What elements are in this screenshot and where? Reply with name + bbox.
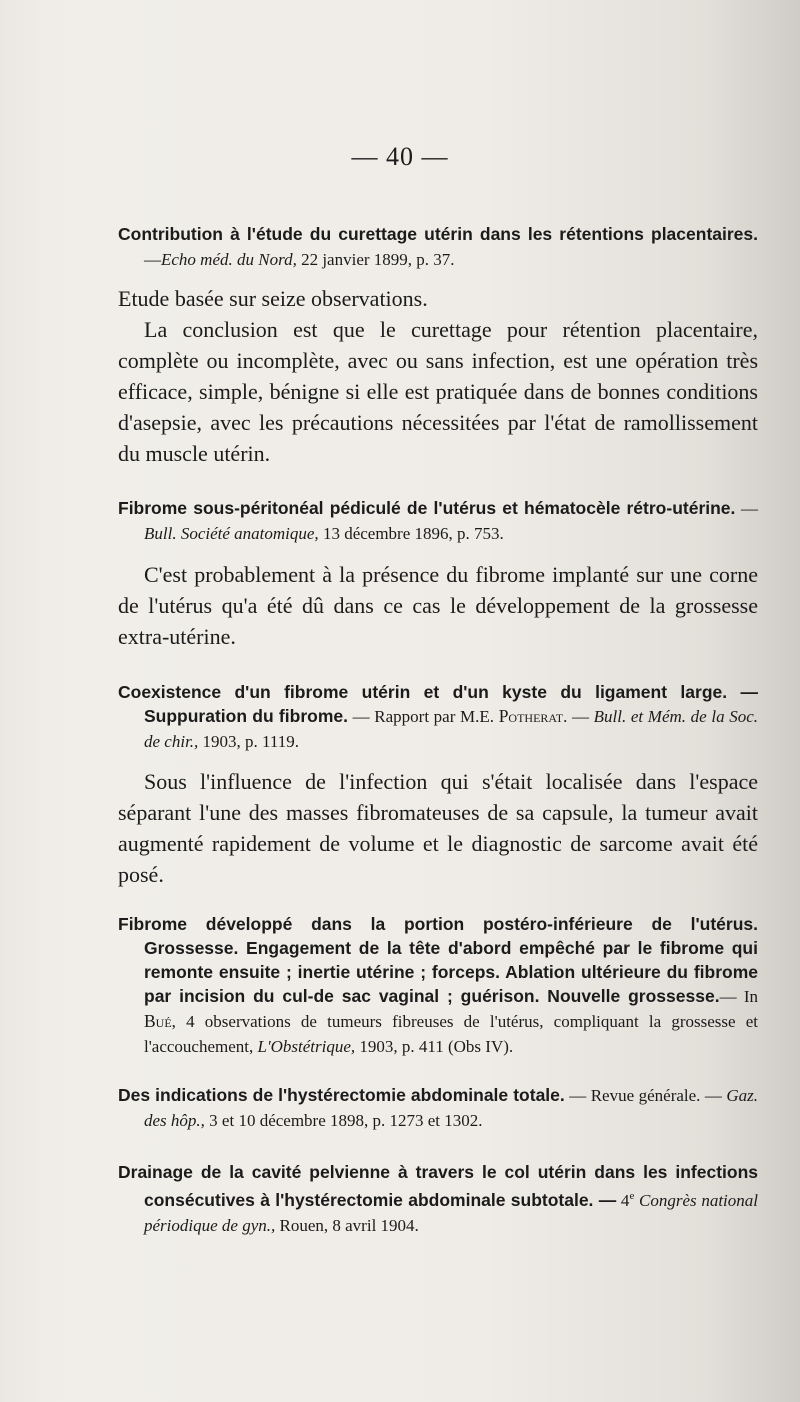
entry-title-text: Des indications de l'hystérectomie abdominale totale. <box>118 1085 565 1105</box>
entry-title-text: Drainage de la cavité pelvienne à travers le col utérin dans les infections consécutives à l'hystérectomie abdominale subtotale. — <box>118 1162 758 1210</box>
entry-summary: La conclusion est que le curettage pour rétention placentaire, complète ou incomplète, avec ou sans infection, est une opération très efficace, simple, bénigne si elle est pratiquée dans de bonnes conditions d'asepsie, avec les précautions nécessitées par l'état de ramollissement du muscle utérin. <box>118 317 758 466</box>
entry-summary: C'est probablement à la présence du fibrome implanté sur une corne de l'utérus qu'a été dû dans ce cas le développement de la grossesse extra-utérine. <box>118 562 758 649</box>
entry-ref-mid: , 4 observations de tumeurs fibreuses de l'utérus, compliquant la grossesse et l'accouchement, <box>144 1012 758 1056</box>
entry-source: Congrès national périodique de gyn., <box>144 1190 758 1235</box>
entry-title-text: Fibrome sous-péritonéal pédiculé de l'utérus et hématocèle rétro-utérine. <box>118 498 736 518</box>
entry-ref-dash: — <box>735 499 758 518</box>
entry-title <box>118 222 758 272</box>
entry-title <box>118 680 758 754</box>
entry-title-text: Contribution à l'étude du curettage utérin dans les rétentions placentaires. <box>118 224 758 244</box>
entry-source: Gaz. des hôp., <box>144 1086 759 1130</box>
entry-ref: 3 et 10 décembre 1898, p. 1273 et 1302. <box>204 1111 483 1130</box>
entry-ref: 1903, p. 1119. <box>198 732 300 751</box>
entry-ref: 1903, p. 411 (Obs IV). <box>355 1037 514 1056</box>
entry-summary: Sous l'influence de l'infection qui s'était localisée dans l'espace séparant l'une des masses fibromateuses de sa capsule, la tumeur avait augmenté rapidement de volume et le diagnostic de sarcome avait été posé. <box>118 769 758 887</box>
entry-source: L'Obstétrique, <box>257 1037 356 1056</box>
entry-ref-superscript: e <box>629 1190 635 1202</box>
bibliography-entry <box>118 1160 758 1238</box>
entry-ref: 13 décembre 1896, p. 753. <box>318 524 504 543</box>
entry-ref-prefix: — In <box>719 987 758 1006</box>
entry-source: Bull. et Mém. de la Soc. de chir., <box>144 707 759 751</box>
bibliography-entry <box>118 1083 758 1133</box>
entry-title <box>118 1083 758 1133</box>
entry-ref-prefix: — Revue générale. — <box>564 1086 727 1105</box>
bibliography-entry <box>118 680 758 890</box>
entry-ref: 22 janvier 1899, p. 37. <box>296 250 455 269</box>
entry-ref-prefix: — Rapport par M.E. <box>347 707 499 726</box>
entry-author: Bué <box>144 1011 172 1031</box>
entry-source: Bull. Société anatomique, <box>144 524 319 543</box>
entry-ref-prefix: 4 <box>616 1190 630 1210</box>
bibliography-entry <box>118 912 758 1059</box>
entry-author: Potherat <box>498 706 564 726</box>
entry-title-text: Coexistence d'un fibrome utérin et d'un kyste du ligament large. — Suppuration du fibrome. <box>118 682 758 726</box>
entry-summary: Etude basée sur seize observations. <box>118 286 428 311</box>
entry-ref: Rouen, 8 avril 1904. <box>275 1215 419 1235</box>
entry-title-text: Fibrome développé dans la portion postéro-inférieure de l'utérus. Grossesse. Engagement de la tête d'abord empêché par le fibrome qui remonte ensuite ; inertie utérine ; forceps. Ablation ultérieure du fibrome par incision du cul-de sac vaginal ; guérison. Nouvelle grossesse. <box>118 914 758 1006</box>
bibliography-entry <box>118 496 758 652</box>
entry-ref-mid: . — <box>563 707 594 726</box>
page-number: — 40 — <box>351 142 449 171</box>
entry-ref-dash: — <box>144 250 161 269</box>
entry-source: Echo méd. du Nord, <box>161 250 297 269</box>
entry-title <box>118 912 758 1059</box>
entry-title <box>118 496 758 546</box>
bibliography-entry <box>118 222 758 469</box>
entry-title <box>118 1160 758 1238</box>
